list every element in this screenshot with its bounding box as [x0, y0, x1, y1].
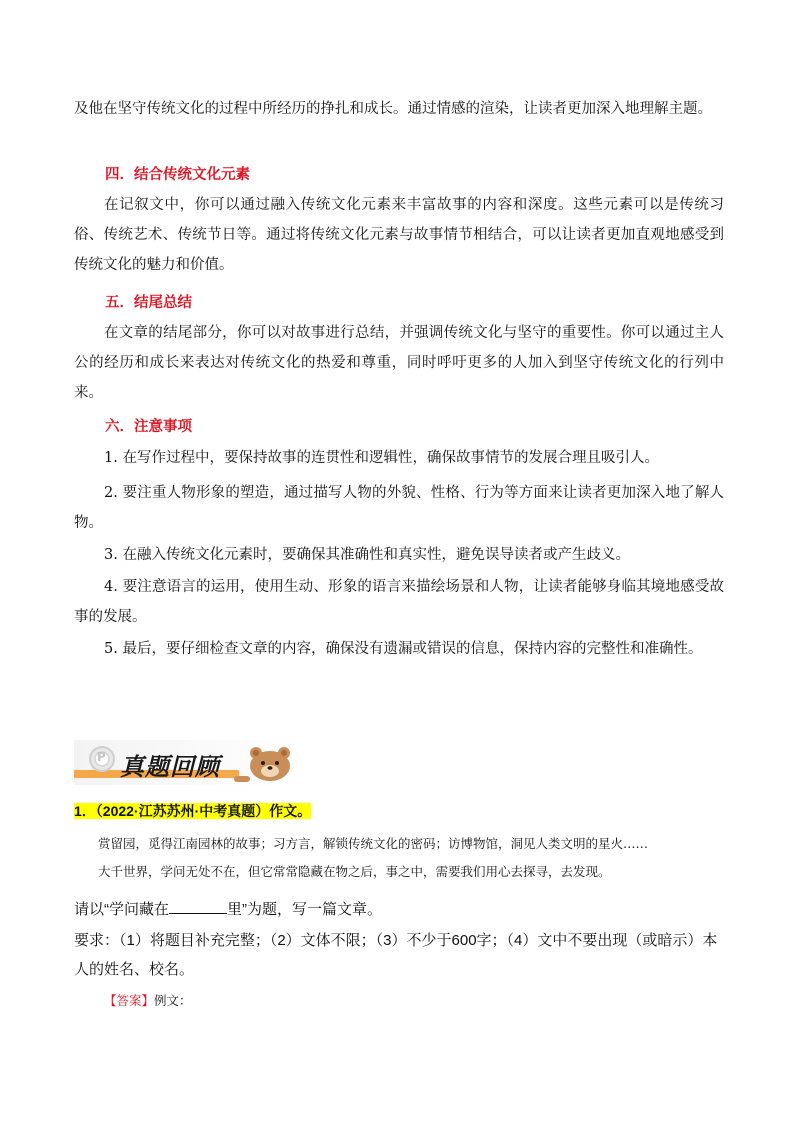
- section-heading-6: 六．注意事项: [105, 418, 192, 435]
- question-title-instruction: [74, 895, 724, 924]
- answer-tag: 【答案】: [104, 993, 155, 1008]
- question-requirements: 要求：（1）将题目补充完整；（2）文体不限；（3）不少于600字；（4）文中不要出现（或暗示）本人的姓名、校名。: [74, 932, 718, 978]
- answer-text: 例文：: [154, 993, 192, 1008]
- notice-item-4: 4. 要注意语言的运用，使用生动、形象的语言来描绘场景和人物，让读者能够身临其境地感受故事的发展。: [74, 579, 724, 625]
- question-label-text: 1．（2022·江苏苏州·中考真题）作文。: [74, 803, 312, 819]
- section-heading-5: 五．结尾总结: [105, 294, 192, 311]
- intro-paragraph: 及他在坚守传统文化的过程中所经历的挣扎和成长。通过情感的渲染，让读者更加深入地理解主题。: [74, 101, 712, 117]
- notice-item-3: 3. 在融入传统文化元素时，要确保其准确性和真实性，避免误导读者或产生歧义。: [104, 547, 630, 563]
- question-prompt-line-2: 大千世界，学问无处不在，但它常常隐藏在物之后，事之中，需要我们用心去探寻，去发现。: [98, 864, 611, 879]
- section-body-5: 在文章的结尾部分，你可以对故事进行总结，并强调传统文化与坚守的重要性。你可以通过主人公的经历和成长来表达对传统文化的热爱和尊重，同时呼吁更多的人加入到坚守传统文化的行列中来。: [74, 325, 724, 401]
- notice-item-1: 1. 在写作过程中，要保持故事的连贯性和逻辑性，确保故事情节的发展合理且吸引人。: [104, 450, 659, 466]
- banner-title: 真题回顾: [120, 753, 220, 781]
- question-prompt-line-1: 赏留园，觅得江南园林的故事；习方言，解锁传统文化的密码；访博物馆，洞见人类文明的星火……: [98, 836, 649, 851]
- title-blank: [169, 899, 227, 914]
- notice-item-2: 2. 要注重人物形象的塑造，通过描写人物的外貌、性格、行为等方面来让读者更加深入地了解人物。: [74, 485, 724, 531]
- answer-line: [104, 990, 192, 1012]
- section-banner: [74, 740, 300, 785]
- notice-item-5: 5. 最后，要仔细检查文章的内容，确保没有遗漏或错误的信息，保持内容的完整性和准确性。: [104, 641, 703, 657]
- banner-logo-letter: P: [97, 750, 106, 764]
- section-body-4: 在记叙文中，你可以通过融入传统文化元素来丰富故事的内容和深度。这些元素可以是传统习俗、传统艺术、传统节日等。通过将传统文化元素与故事情节相结合，可以让读者更加直观地感受到传统文化的魅力和价值。: [74, 197, 724, 273]
- title-suffix: 里”为题，写一篇文章。: [227, 901, 382, 918]
- question-label: [74, 800, 311, 822]
- section-heading-4: 四．结合传统文化元素: [105, 166, 250, 183]
- title-prefix: 请以“学问藏在: [74, 901, 169, 918]
